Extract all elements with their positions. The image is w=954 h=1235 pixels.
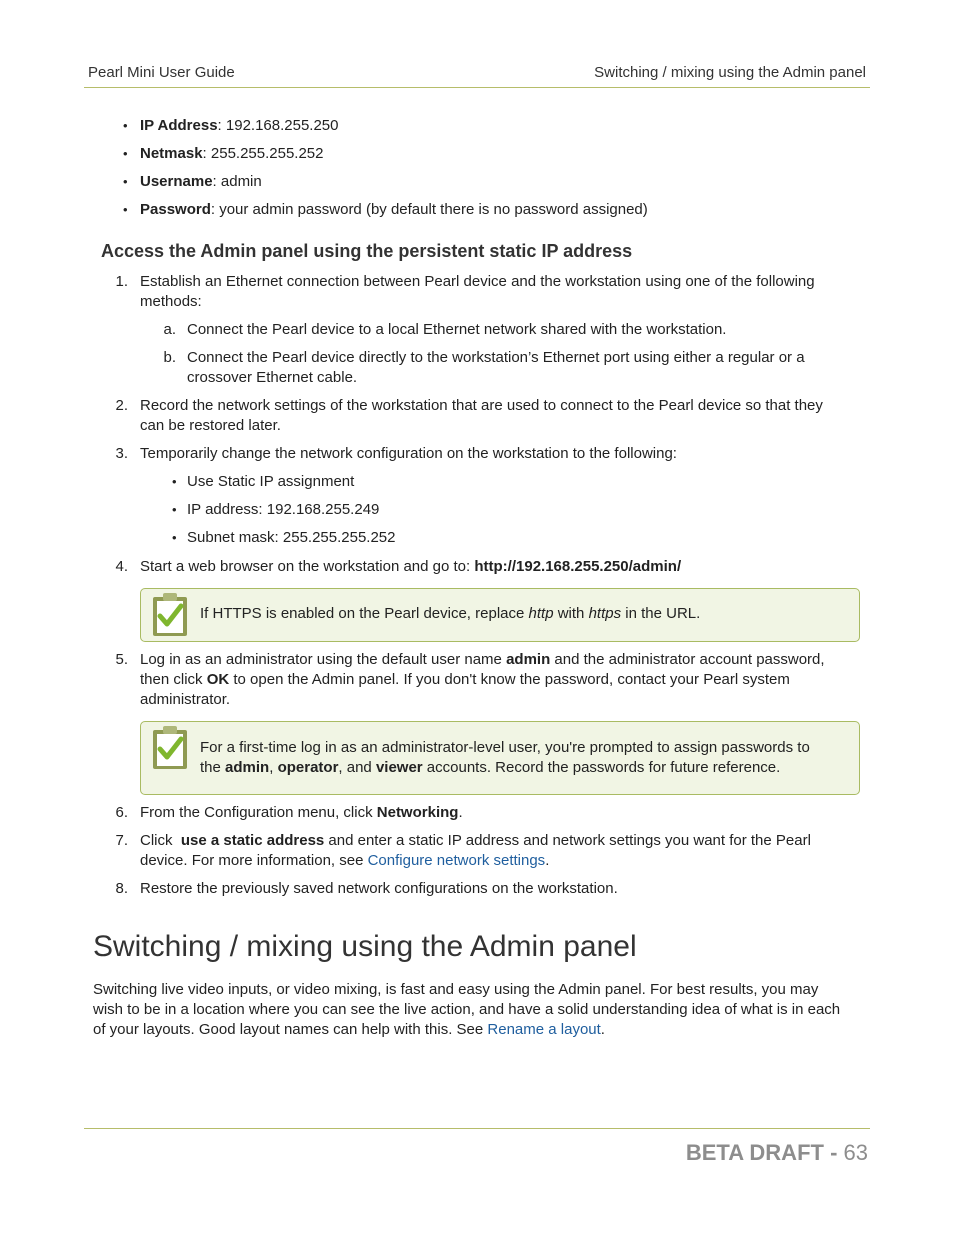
rename-a-layout-link[interactable]: Rename a layout xyxy=(487,1021,601,1038)
step-5-line-2: then click OK to open the Admin panel. If you don't know the password, contact your Pearl system xyxy=(140,671,790,688)
note-line-1: For a first-time log in as an administrator-level user, you're prompted to assign passwords to xyxy=(200,739,810,756)
list-item: Subnet mask: 255.255.255.252 xyxy=(187,529,396,546)
clipboard-check-icon xyxy=(151,725,189,775)
note-text: If HTTPS is enabled on the Pearl device, replace http with https in the URL. xyxy=(200,605,701,622)
list-item: Netmask: 255.255.255.252 xyxy=(140,145,324,162)
note-callout xyxy=(140,588,860,642)
bullet-icon: • xyxy=(123,174,128,189)
list-item: IP address: 192.168.255.249 xyxy=(187,501,380,518)
list-item: Password: your admin password (by default there is no password assigned) xyxy=(140,201,648,218)
step-1-line-1: Establish an Ethernet connection between Pearl device and the workstation using one of the following xyxy=(140,273,815,290)
bullet-icon: • xyxy=(123,118,128,133)
step-4-text: Start a web browser on the workstation and go to: http://192.168.255.250/admin/ xyxy=(140,558,682,575)
bullet-icon: • xyxy=(123,146,128,161)
step-3-text: Temporarily change the network configuration on the workstation to the following: xyxy=(140,445,677,462)
body-para-line-1: Switching live video inputs, or video mixing, is fast and easy using the Admin panel. For best results, you may xyxy=(93,981,819,998)
page-title: Switching / mixing using the Admin panel xyxy=(93,930,637,963)
bullet-icon: • xyxy=(172,530,177,545)
step-number: 5. xyxy=(115,651,128,668)
substep-letter: a. xyxy=(163,321,176,338)
step-number: 8. xyxy=(115,880,128,897)
list-item: Use Static IP assignment xyxy=(187,473,355,490)
list-item: Username: admin xyxy=(140,173,262,190)
step-number: 4. xyxy=(115,558,128,575)
substep-b-line-2: crossover Ethernet cable. xyxy=(187,369,358,386)
substep-letter: b. xyxy=(163,349,176,366)
step-5-line-1: Log in as an administrator using the default user name admin and the administrator account password, xyxy=(140,651,825,668)
step-number: 3. xyxy=(115,445,128,462)
step-number: 2. xyxy=(115,397,128,414)
step-5-line-3: administrator. xyxy=(140,691,231,708)
substep-b-line-1: Connect the Pearl device directly to the workstation’s Ethernet port using either a regular or a xyxy=(187,349,805,366)
bullet-icon: • xyxy=(123,202,128,217)
list-item: IP Address: 192.168.255.250 xyxy=(140,117,339,134)
substep-a-text: Connect the Pearl device to a local Ethernet network shared with the workstation. xyxy=(187,321,727,338)
configure-network-settings-link[interactable]: Configure network settings xyxy=(367,852,546,869)
step-6-text: From the Configuration menu, click Networking. xyxy=(140,804,463,821)
step-2-line-1: Record the network settings of the workstation that are used to connect to the Pearl device so that they xyxy=(140,397,823,414)
body-para-line-2: wish to be in a location where you can see the live action, and have a solid understanding idea of what is in each xyxy=(93,1001,841,1018)
note-callout xyxy=(140,721,860,795)
step-7-line-2: device. For more information, see Configure network settings. xyxy=(140,852,550,869)
header-rule xyxy=(84,87,870,88)
footer-rule xyxy=(84,1128,870,1129)
running-header-section: Switching / mixing using the Admin panel xyxy=(594,64,866,81)
bullet-icon: • xyxy=(172,474,177,489)
admin-url: http://192.168.255.250/admin/ xyxy=(474,558,682,575)
note-line-2: the admin, operator, and viewer accounts. Record the passwords for future reference. xyxy=(200,759,781,776)
footer-page-label: BETA DRAFT - 63 xyxy=(685,1140,868,1165)
step-1-line-2: methods: xyxy=(140,293,202,310)
step-2-line-2: can be restored later. xyxy=(140,417,281,434)
clipboard-check-icon xyxy=(151,592,189,642)
step-number: 6. xyxy=(115,804,128,821)
step-number: 7. xyxy=(115,832,128,849)
body-para-line-3: of your layouts. Good layout names can help with this. See Rename a layout. xyxy=(93,1021,605,1038)
step-number: 1. xyxy=(115,273,128,290)
step-8-text: Restore the previously saved network configurations on the workstation. xyxy=(140,880,618,897)
section-heading: Access the Admin panel using the persistent static IP address xyxy=(101,241,633,261)
page-number: 63 xyxy=(843,1140,868,1165)
step-7-line-1: Click use a static address and enter a static IP address and network settings you want for the Pearl xyxy=(140,832,811,849)
bullet-icon: • xyxy=(172,502,177,517)
running-header-title: Pearl Mini User Guide xyxy=(88,64,235,81)
